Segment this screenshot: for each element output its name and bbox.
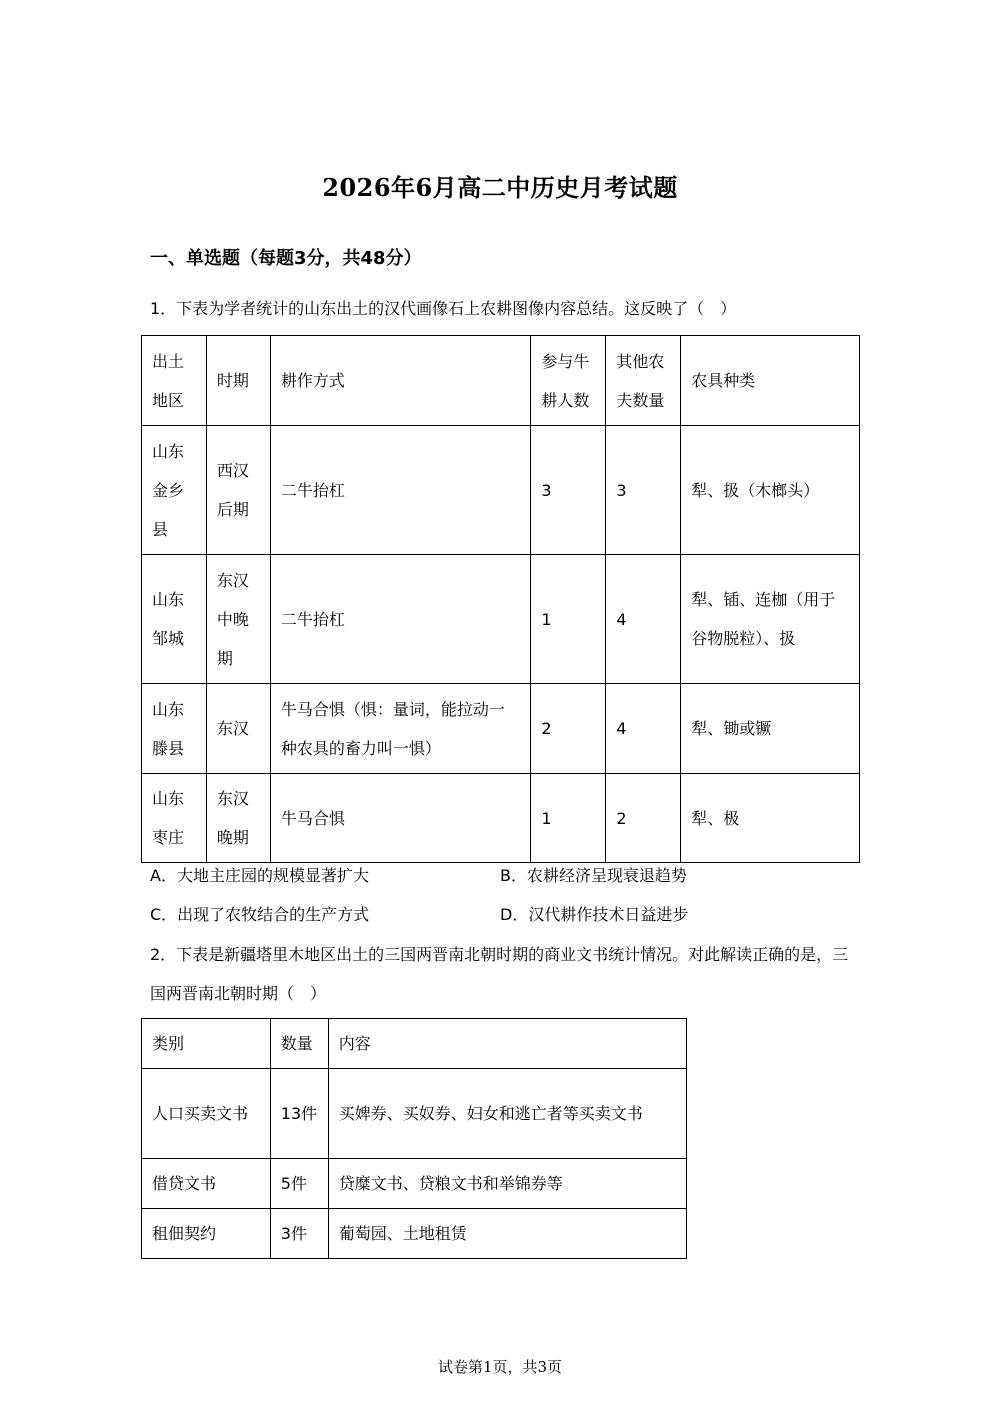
table-header-cell: 参与牛耕人数 bbox=[531, 336, 606, 426]
section-heading: 一、单选题（每题3分，共48分） bbox=[150, 248, 422, 269]
table-header-cell: 内容 bbox=[328, 1019, 686, 1069]
page-title: 2026年6月高二中历史月考试题 bbox=[322, 173, 678, 202]
table-header-cell: 时期 bbox=[206, 336, 270, 426]
table-cell: 人口买卖文书 bbox=[142, 1069, 271, 1159]
question-1-table bbox=[141, 335, 860, 863]
table-cell: 西汉后期 bbox=[206, 426, 270, 555]
table-row bbox=[142, 1159, 687, 1209]
table-cell: 贷糜文书、贷粮文书和举锦券等 bbox=[328, 1159, 686, 1209]
table-cell: 2 bbox=[531, 684, 606, 774]
table-cell: 1 bbox=[531, 555, 606, 684]
table-cell: 2 bbox=[606, 774, 681, 863]
table-cell: 4 bbox=[606, 684, 681, 774]
table-header-cell: 数量 bbox=[270, 1019, 328, 1069]
table-row bbox=[142, 774, 860, 863]
table-cell: 山东金乡县 bbox=[142, 426, 207, 555]
table-header-cell: 耕作方式 bbox=[270, 336, 531, 426]
table-cell: 山东枣庄 bbox=[142, 774, 207, 863]
table-cell: 租佃契约 bbox=[142, 1209, 271, 1259]
table-cell: 葡萄园、土地租赁 bbox=[328, 1209, 686, 1259]
table-cell: 3 bbox=[606, 426, 681, 555]
table-cell: 犁、锸、连枷（用于谷物脱粒）、扱 bbox=[681, 555, 860, 684]
table-cell: 山东滕县 bbox=[142, 684, 207, 774]
table-cell: 3件 bbox=[270, 1209, 328, 1259]
table-row bbox=[142, 555, 860, 684]
table-cell: 东汉 bbox=[206, 684, 270, 774]
table-cell: 东汉晚期 bbox=[206, 774, 270, 863]
table-cell: 东汉中晚期 bbox=[206, 555, 270, 684]
table-header-cell: 其他农夫数量 bbox=[606, 336, 681, 426]
table-cell: 1 bbox=[531, 774, 606, 863]
question-2-table bbox=[141, 1018, 687, 1259]
table-header-cell: 类别 bbox=[142, 1019, 271, 1069]
table-cell: 犁、极 bbox=[681, 774, 860, 863]
table-cell: 山东邹城 bbox=[142, 555, 207, 684]
page-footer: 试卷第1页，共3页 bbox=[437, 1358, 563, 1376]
table-cell: 犁、锄或镢 bbox=[681, 684, 860, 774]
table-row bbox=[142, 684, 860, 774]
table-cell: 犁、扱（木榔头） bbox=[681, 426, 860, 555]
table-cell: 二牛抬杠 bbox=[270, 555, 531, 684]
table-row bbox=[142, 1069, 687, 1159]
table-row bbox=[142, 1209, 687, 1259]
table-cell: 牛马合惧 bbox=[270, 774, 531, 863]
table-row bbox=[142, 426, 860, 555]
table-cell: 买婢券、买奴券、妇女和逃亡者等买卖文书 bbox=[328, 1069, 686, 1159]
table-header-row bbox=[142, 1019, 687, 1069]
table-header-cell: 农具种类 bbox=[681, 336, 860, 426]
table-cell: 4 bbox=[606, 555, 681, 684]
table-cell: 5件 bbox=[270, 1159, 328, 1209]
question-2-stem: 2．下表是新疆塔里木地区出土的三国两晋南北朝时期的商业文书统计情况。对此解读正确的是，三国两晋南北朝时期（ ） bbox=[150, 945, 849, 1003]
question-1-stem: 1．下表为学者统计的山东出土的汉代画像石上农耕图像内容总结。这反映了（ ） bbox=[150, 299, 737, 318]
table-cell: 牛马合惧（惧：量词，能拉动一种农具的畜力叫一惧） bbox=[270, 684, 531, 774]
option-a[interactable]: A．大地主庄园的规模显著扩大 bbox=[150, 866, 369, 885]
table-cell: 13件 bbox=[270, 1069, 328, 1159]
table-cell: 3 bbox=[531, 426, 606, 555]
option-d[interactable]: D．汉代耕作技术日益进步 bbox=[500, 905, 689, 924]
option-c[interactable]: C．出现了农牧结合的生产方式 bbox=[150, 905, 370, 924]
table-cell: 借贷文书 bbox=[142, 1159, 271, 1209]
table-header-cell: 出土地区 bbox=[142, 336, 207, 426]
table-cell: 二牛抬杠 bbox=[270, 426, 531, 555]
option-b[interactable]: B．农耕经济呈现衰退趋势 bbox=[500, 866, 687, 885]
table-header-row bbox=[142, 336, 860, 426]
